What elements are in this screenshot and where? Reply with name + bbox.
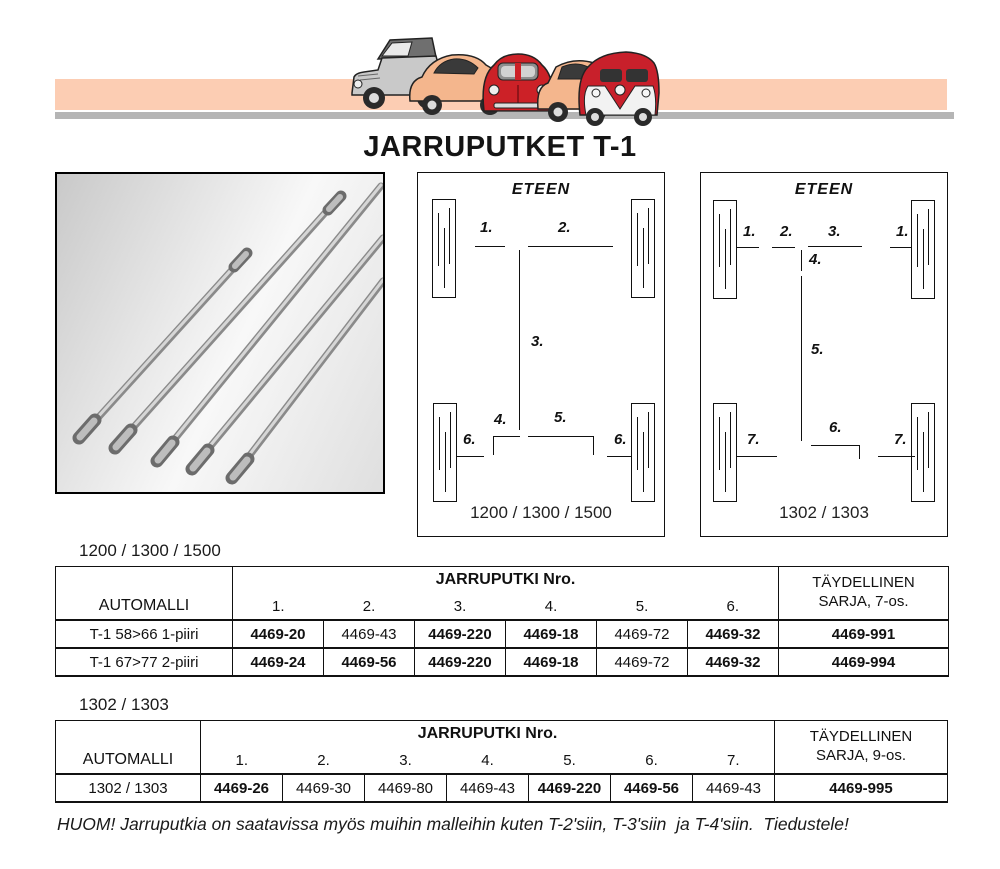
brake-line-segment xyxy=(475,246,505,247)
column-header-sarja xyxy=(779,567,949,621)
column-header-automalli: AUTOMALLI xyxy=(56,567,233,621)
group-header-jarruputki-nro: JARRUPUTKI Nro. xyxy=(201,721,775,748)
brake-line-segment xyxy=(493,436,520,455)
group-header-jarruputki-nro: JARRUPUTKI Nro. xyxy=(233,567,779,594)
parts-table-1302-1303 xyxy=(55,720,948,803)
section-title-1302-1303: 1302 / 1303 xyxy=(79,695,169,714)
diagram-caption: 1200 / 1300 / 1500 xyxy=(470,503,612,522)
brake-line-segment xyxy=(457,456,484,457)
number-column-header: 4. xyxy=(506,593,597,620)
model-cell: T-1 67>77 2-piiri xyxy=(56,648,233,676)
line-label-1: 1. xyxy=(480,219,493,236)
brake-pipes-photo xyxy=(55,172,385,494)
number-column-header: 6. xyxy=(688,593,779,620)
footer-note: HUOM! Jarruputkia on saatavissa myös muihin malleihin kuten T-2'siin, T-3'siin ja T-4'siin. Tiedustele! xyxy=(57,814,849,834)
line-label-7-left: 7. xyxy=(747,431,760,448)
sarja-header-line1: TÄYDELLINEN xyxy=(809,728,913,746)
number-column-header: 2. xyxy=(324,593,415,620)
number-column-header: 5. xyxy=(597,593,688,620)
table-row xyxy=(56,774,948,802)
number-column-header: 6. xyxy=(611,747,693,774)
eteen-heading: ETEEN xyxy=(794,181,854,198)
part-number-cell: 4469-20 xyxy=(233,620,324,648)
line-label-2: 2. xyxy=(780,223,793,240)
brake-line-segment xyxy=(772,247,795,248)
tire-icon xyxy=(713,403,737,502)
part-number-cell: 4469-72 xyxy=(597,648,688,676)
line-label-3: 3. xyxy=(828,223,841,240)
column-header-sarja xyxy=(775,721,948,775)
brake-line-segment xyxy=(890,247,912,248)
sarja-header-line2: SARJA, 7-os. xyxy=(818,593,909,610)
part-number-cell: 4469-32 xyxy=(688,620,779,648)
tire-icon xyxy=(433,403,457,502)
column-header-automalli: AUTOMALLI xyxy=(56,721,201,775)
tire-icon xyxy=(713,200,737,299)
sarja-cell: 4469-991 xyxy=(779,620,949,648)
number-column-header: 3. xyxy=(365,747,447,774)
parts-table-1200-1300-1500 xyxy=(55,566,949,677)
number-column-header: 3. xyxy=(415,593,506,620)
brake-line-segment xyxy=(808,246,862,247)
brake-line-segment xyxy=(736,247,759,248)
front-layout-diagram-1200-1300-1500 xyxy=(417,172,665,537)
tire-icon xyxy=(432,199,456,298)
number-column-header: 7. xyxy=(693,747,775,774)
part-number-cell: 4469-220 xyxy=(529,774,611,802)
line-label-5: 5. xyxy=(811,341,824,358)
tire-icon xyxy=(631,403,655,502)
part-number-cell: 4469-80 xyxy=(365,774,447,802)
part-number-cell: 4469-43 xyxy=(693,774,775,802)
part-number-cell: 4469-220 xyxy=(415,620,506,648)
line-label-3: 3. xyxy=(531,333,544,350)
part-number-cell: 4469-43 xyxy=(447,774,529,802)
line-label-6-left: 6. xyxy=(463,431,476,448)
part-number-cell: 4469-43 xyxy=(324,620,415,648)
model-cell: T-1 58>66 1-piiri xyxy=(56,620,233,648)
tire-icon xyxy=(631,199,655,298)
sarja-header-line1: TÄYDELLINEN xyxy=(812,574,915,592)
line-label-4: 4. xyxy=(809,251,822,268)
brake-line-segment xyxy=(736,456,777,457)
line-label-6: 6. xyxy=(829,419,842,436)
line-label-5: 5. xyxy=(554,409,567,426)
part-number-cell: 4469-24 xyxy=(233,648,324,676)
part-number-cell: 4469-56 xyxy=(324,648,415,676)
diagram-caption: 1302 / 1303 xyxy=(779,503,869,522)
car-bus-icon xyxy=(579,52,659,126)
brake-line-segment xyxy=(878,456,915,457)
page-title: JARRUPUTKET T-1 xyxy=(363,131,637,163)
brake-line-segment xyxy=(801,276,802,441)
number-column-header: 1. xyxy=(233,593,324,620)
brake-line-segment xyxy=(528,246,613,247)
table-row xyxy=(56,648,949,676)
tire-icon xyxy=(911,403,935,502)
brake-line-segment xyxy=(528,436,594,455)
tire-icon xyxy=(911,200,935,299)
line-label-1-left: 1. xyxy=(743,223,756,240)
front-layout-diagram-1302-1303 xyxy=(700,172,948,537)
part-number-cell: 4469-18 xyxy=(506,620,597,648)
part-number-cell: 4469-56 xyxy=(611,774,693,802)
brake-line-segment xyxy=(607,456,631,457)
sarja-cell: 4469-994 xyxy=(779,648,949,676)
part-number-cell: 4469-72 xyxy=(597,620,688,648)
number-column-header: 4. xyxy=(447,747,529,774)
eteen-heading: ETEEN xyxy=(511,181,571,198)
brake-line-segment xyxy=(801,250,802,271)
part-number-cell: 4469-32 xyxy=(688,648,779,676)
line-label-7-right: 7. xyxy=(894,431,907,448)
section-title-1200-1300-1500: 1200 / 1300 / 1500 xyxy=(79,541,221,560)
number-column-header: 1. xyxy=(201,747,283,774)
line-label-6-right: 6. xyxy=(614,431,627,448)
line-label-2: 2. xyxy=(558,219,571,236)
sarja-cell: 4469-995 xyxy=(775,774,948,802)
number-column-header: 2. xyxy=(283,747,365,774)
header-cars-illustration xyxy=(348,27,660,126)
line-label-1-right: 1. xyxy=(896,223,909,240)
brake-line-segment xyxy=(811,445,860,459)
model-cell: 1302 / 1303 xyxy=(56,774,201,802)
part-number-cell: 4469-26 xyxy=(201,774,283,802)
table-row xyxy=(56,620,949,648)
part-number-cell: 4469-220 xyxy=(415,648,506,676)
part-number-cell: 4469-18 xyxy=(506,648,597,676)
line-label-4: 4. xyxy=(494,411,507,428)
number-column-header: 5. xyxy=(529,747,611,774)
part-number-cell: 4469-30 xyxy=(283,774,365,802)
brake-line-segment xyxy=(519,250,520,430)
sarja-header-line2: SARJA, 9-os. xyxy=(815,747,907,764)
brake-pipes-illustration xyxy=(57,174,383,492)
